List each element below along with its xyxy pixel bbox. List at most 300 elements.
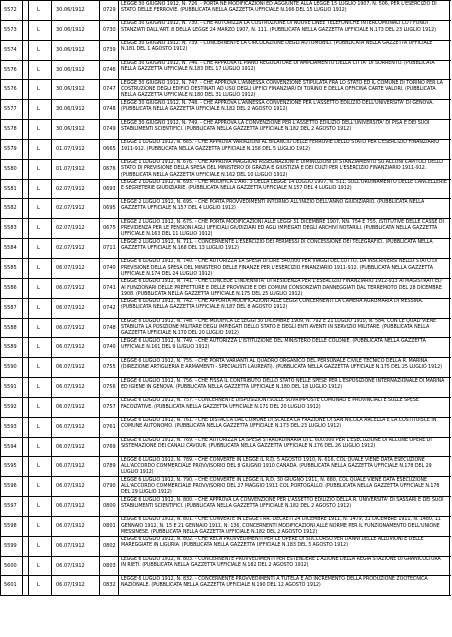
act-date-cell xyxy=(52,160,100,179)
act-type-cell xyxy=(29,338,52,357)
act-type: L xyxy=(37,145,40,152)
record-number-cell xyxy=(1,160,23,179)
act-description-cell xyxy=(119,358,450,377)
act-date: 30.06/1912 xyxy=(56,26,85,33)
act-code: 0800 xyxy=(103,503,116,510)
record-number-cell xyxy=(1,279,23,298)
act-description: LEGGE 30 GIUGNO 1912, N. 748. - CHE APPROVA L'ANNESSA CONVENZIONE PER L'ASSETTO EDILIZIO DELL'UNIVERSITA' DI GENOVA. (PUBBLICATA NELLA GAZZETTA UFFICIALE N.182 DEL 2 AGOSTO 1912) xyxy=(121,100,434,112)
act-description: LEGGE 6 LUGLIO 1912, N. 757. - CONCERNENTE DISPOSIZIONI SULLE SOVRIMPOSTE COMUNALI E PROVINCIALI E SULLE SPESE FACOLTATIVE. (PUBBLICATA NELLA GAZZETTA UFFICIALE N.171 DEL 20 LUGLIO 1912) xyxy=(121,398,419,410)
act-description: LEGGE 6 LUGLIO 1912, N. 740. - CHE AUTORIZZA LA SPESA DI LIRE 340,000 PER VIAGGI DEL LOTTO, DA INSCRIVERSI NELLO STATO DI PREVISIONE DELLA SPESA DEL MINISTERO DELLE FINANZE PER L'ESERCIZIO FINANZIARIO 1911-912. (PUBBLICATA NELLA GAZZETTA UFFICIALE N.174 DEL 24 LUGLIO 1912) xyxy=(121,259,438,277)
act-description: LEGGE 6 LUGLIO 1912, N. 769. - CHE AUTORIZZA LA SPESA STRAORDINARIA DI L. 600,000 PER L'ESECUZIONE DI ALCUNE OPERE DI SISTEMAZIONE DEI CANALI CAVOUR. (PUBBLICATA NELLA GAZZETTA UFFICIALE N.176 DEL 26 LUGLIO 1912) xyxy=(121,438,432,450)
act-code: 0757 xyxy=(103,403,116,410)
act-description-cell xyxy=(119,497,450,516)
act-date-cell xyxy=(52,239,100,258)
act-date: 30.06/1912 xyxy=(56,106,85,113)
record-number-cell xyxy=(1,457,23,476)
act-code-cell xyxy=(100,199,119,218)
record-number: 5597 xyxy=(4,503,17,510)
act-code: 0801 xyxy=(103,522,116,529)
act-description: LEGGE 2 LUGLIO 1912, N. 693. - CHE MODIFICA L'ART. 3 DELLA LEGGE 14 LUGLIO 1907, N. 511, SULL'ORDINAMENTO DELLE CANCELLERIE E SEGRETERIE GIUDIZIARIE. (PUBBLICATA NELLA GAZZETTA UFFICIALE N.157 DEL 4 LUGLIO 1912) xyxy=(121,180,447,192)
act-description-cell xyxy=(119,299,450,318)
act-code: 0755 xyxy=(103,364,116,371)
act-type: L xyxy=(37,7,40,13)
act-type: L xyxy=(37,304,40,311)
record-number: 5587 xyxy=(4,304,17,311)
act-type: L xyxy=(37,165,40,172)
act-description-cell xyxy=(119,319,450,338)
act-description: LEGGE 1 LUGLIO 1912, N. 665. - CHE APPROVA VARIAZIONI AL BILANCIO DELLE FERROVIE DELLO STATO PER L'ESERCIZIO FINANZIARIO 1911-912. (PUBBLICATA NELLA GAZZETTA UFFICIALE N.158 DEL 5 LUGLIO 1912) xyxy=(121,140,440,152)
record-number-cell xyxy=(1,140,23,159)
act-date: 06.07/1912 xyxy=(56,403,85,410)
act-description: LEGGE 6 LUGLIO 1912, N. 755. - CHE PORTA VARIANTI AL QUADRO ORGANICO DEL PERSONALE CIVILE TECNICO DELLA R. MARINA (DIREZIONE ARTIGLIERIA E ARMAMENTI - SPECIALISTI LAUREATI). (PUBBLICATA NELLA GAZZETTA UFFICIALE N.175 DEL 25 LUGLIO 1912) xyxy=(121,358,442,370)
act-type: L xyxy=(37,126,40,133)
act-type-cell xyxy=(29,418,52,437)
act-description-cell xyxy=(119,259,450,278)
act-description: LEGGE 30 GIUGNO 1912, N. 747. - CHE APPROVA L'ANNESSA CONVENZIONE STIPULATA FRA LO STATO ED IL COMUNE DI TORINO PER LA COSTRUZIONE DEGLI EDIFICI DESTINATI AD USO DEGLI UFFICI FINANZIARI DI TORINO E DELLA OFFICINA CARTE VALORI. (PUBBLICATA NELLA GAZZETTA UFFICIALE N.180 DEL 31 LUGLIO 1912) xyxy=(121,80,443,99)
act-type-cell xyxy=(29,120,52,139)
act-type-cell xyxy=(29,398,52,417)
act-type: L xyxy=(37,503,40,510)
record-number-cell xyxy=(1,41,23,60)
act-code-cell xyxy=(100,299,119,318)
act-type: L xyxy=(37,86,40,93)
act-description: LEGGE 6 LUGLIO 1912, N. 741. - CHE CONCEDE L'INDENNITA' DI RESIDENZA PER L'ESERCIZIO FINANZIARIO 1912-913 AI MAGISTRATI ED AI FUNZIONARI DELLE PREFETTURE E DELLE PROVINCIE E DEI COMUNI CONSORZIATI DANNEGGIATI DAL TERREMOTO DEL 28 DICEMBRE 1908. (PUBBLICATA NELLA GAZZETTA UFFICIALE N.175 DEL 25 LUGLIO 1912) xyxy=(121,279,442,297)
record-number-cell xyxy=(1,438,23,457)
act-code: 0756 xyxy=(103,384,116,391)
record-number: 5593 xyxy=(4,423,17,430)
record-number: 5601 xyxy=(4,582,17,589)
act-code: 0761 xyxy=(103,423,116,430)
act-code: 0740 xyxy=(103,344,116,351)
act-description-cell xyxy=(119,100,450,119)
record-number: 5594 xyxy=(4,443,17,450)
act-code: 0748 xyxy=(103,106,116,113)
table-row xyxy=(1,1,451,21)
act-code: 0711 xyxy=(103,245,116,252)
act-code-cell xyxy=(100,438,119,457)
act-code: 0802 xyxy=(103,542,116,549)
record-number-cell xyxy=(1,358,23,377)
act-type: L xyxy=(37,403,40,410)
act-code-cell xyxy=(100,398,119,417)
act-type: L xyxy=(37,582,40,589)
act-type: L xyxy=(37,344,40,351)
act-code-cell xyxy=(100,358,119,377)
act-date: 06.07/1912 xyxy=(56,463,85,470)
act-description-cell xyxy=(119,199,450,218)
act-type-cell xyxy=(29,140,52,159)
record-number: 5578 xyxy=(4,126,17,133)
act-type: L xyxy=(37,26,40,33)
act-description-cell xyxy=(119,1,450,20)
act-code: 0695 xyxy=(103,205,116,212)
act-code-cell xyxy=(100,537,119,556)
act-description-cell xyxy=(119,160,450,179)
act-description: LEGGE 6 LUGLIO 1912, N. 748. - CHE MODIFICA LE LEGGI 30 DICEMBRE 1909, N. 792 E 21 LUGLIO 1910, N. 584, CON LE QUALI VIENE STABILITA LA POSIZIONE MILITARE DEGLI IMPIEGATI DELLO STATO E DEGLI ENTI AVENTI IN SERVIZIO MILITARE. (PUBBLICATA NELLA GAZZETTA UFFICIALE N.170 DEL 20 LUGLIO 1912) xyxy=(121,319,437,337)
table-row xyxy=(1,319,451,339)
table-row xyxy=(1,537,451,557)
act-code-cell xyxy=(100,418,119,437)
act-type-cell xyxy=(29,517,52,536)
act-description-cell xyxy=(119,219,450,238)
act-code-cell xyxy=(100,140,119,159)
record-number-cell xyxy=(1,517,23,536)
act-code: 0730 xyxy=(103,26,116,33)
table-row xyxy=(1,477,451,497)
act-type: L xyxy=(37,185,40,192)
record-number: 5600 xyxy=(4,562,17,569)
act-date: 06.07/1912 xyxy=(56,423,85,430)
act-date: 06.07/1912 xyxy=(56,562,85,569)
act-date-cell xyxy=(52,319,100,338)
act-date: 06.07/1912 xyxy=(56,324,85,331)
act-code: 0832 xyxy=(103,582,116,589)
act-description-cell xyxy=(119,80,450,99)
act-date-cell xyxy=(52,557,100,576)
record-number-cell xyxy=(1,100,23,119)
act-code-cell xyxy=(100,338,119,357)
act-date: 06.07/1912 xyxy=(56,384,85,391)
act-type: L xyxy=(37,284,40,291)
act-date-cell xyxy=(52,41,100,60)
record-number: 5573 xyxy=(4,26,17,33)
act-type-cell xyxy=(29,576,52,595)
act-description: LEGGE 6 LUGLIO 1912, N. 756. - CHE FISSA IL CONTRIBUTO DELLO STATO NELLE SPESE PER L'ESPOSIZIONE INTERNAZIONALE DI MARINA ED IGIENE IN GENOVA. (PUBBLICATA NELLA GAZZETTA UFFICIALE N.180 DEL 18 LUGLIO 1912) xyxy=(121,378,445,390)
act-date: 02.07/1912 xyxy=(56,185,85,192)
act-description-cell xyxy=(119,338,450,357)
act-date-cell xyxy=(52,477,100,496)
table-row xyxy=(1,120,451,140)
act-type-cell xyxy=(29,199,52,218)
act-date-cell xyxy=(52,517,100,536)
act-description: LEGGE 6 LUGLIO 1912, N. 801. - CHE CONVERTE IN LEGGE I RR. DECRETI 24 DICEMBRE 1911, N. 1479, 31 DICEMBRE 1911, N. 1480, 11 GENNAIO 1912, N. 15 E 21 GENNAIO 1911, N. 136, CONCERNENTI MODIFICAZIONI ALLE NORME PER IL FUNZIONAMENTO DELL'UNIONE MESSINESE. (PUBBLICATA NELLA GAZZETTA UFFICIALE N.182 DEL 2 AGOSTO 1912) xyxy=(121,517,441,535)
record-number: 5580 xyxy=(4,165,17,172)
act-description-cell xyxy=(119,398,450,417)
act-date: 06.07/1912 xyxy=(56,264,85,271)
act-type: L xyxy=(37,205,40,212)
act-code: 0676 xyxy=(103,165,116,172)
act-date: 06.07/1912 xyxy=(56,503,85,510)
act-code: 0789 xyxy=(103,463,116,470)
act-description: LEGGE 6 LUGLIO 1912, N. 802. - CHE RECA PROVVEDIMENTI PER LE OPERE DI SOCCORSO PER DANNI DELLE ALLUVIONI E DELLE MAREGGIATE IN LIGURIA. (PUBBLICATA NELLA GAZZETTA UFFICIALE N.183 DEL 3 AGOSTO 1912) xyxy=(121,537,424,549)
record-number: 5582 xyxy=(4,205,17,212)
act-type-cell xyxy=(29,477,52,496)
act-date-cell xyxy=(52,80,100,99)
act-date: 30.06/1912 xyxy=(56,46,85,53)
act-date-cell xyxy=(52,21,100,40)
act-date-cell xyxy=(52,100,100,119)
act-type-cell xyxy=(29,358,52,377)
act-type-cell xyxy=(29,239,52,258)
act-date-cell xyxy=(52,358,100,377)
act-code-cell xyxy=(100,21,119,40)
act-date-cell xyxy=(52,1,100,20)
act-date: 06.07/1912 xyxy=(56,443,85,450)
act-code: 0749 xyxy=(103,126,116,133)
table-row xyxy=(1,358,451,378)
act-code: 0748 xyxy=(103,324,116,331)
act-type: L xyxy=(37,483,40,490)
act-code-cell xyxy=(100,497,119,516)
table-row xyxy=(1,180,451,200)
act-date: 30.06/1912 xyxy=(56,86,85,93)
act-code: 0693 xyxy=(103,185,116,192)
act-type-cell xyxy=(29,219,52,238)
act-date-cell xyxy=(52,398,100,417)
act-description-cell xyxy=(119,517,450,536)
act-type-cell xyxy=(29,41,52,60)
act-date: 06.07/1912 xyxy=(56,582,85,589)
act-description-cell xyxy=(119,239,450,258)
act-description-cell xyxy=(119,41,450,60)
record-number: 5595 xyxy=(4,463,17,470)
record-number: 5589 xyxy=(4,344,17,351)
act-code-cell xyxy=(100,100,119,119)
record-number-cell xyxy=(1,319,23,338)
record-number: 5585 xyxy=(4,264,17,271)
act-code: 0803 xyxy=(103,562,116,569)
act-code: 0747 xyxy=(103,86,116,93)
act-description: LEGGE 6 LUGLIO 1912, N. 742. - CHE APPORTA MODIFICAZIONI ALLE LEGGI CONCERNENTI LA CAMERA AGRUMARIA DI MESSINA. (PUBBLICATA NELLA GAZZETTA UFFICIALE N.187 DEL 8 AGOSTO 1912) xyxy=(121,299,424,311)
act-type-cell xyxy=(29,180,52,199)
act-date: 02.07/1912 xyxy=(56,245,85,252)
act-date-cell xyxy=(52,338,100,357)
record-number-cell xyxy=(1,537,23,556)
act-type-cell xyxy=(29,438,52,457)
act-date: 06.07/1912 xyxy=(56,344,85,351)
record-number: 5599 xyxy=(4,542,17,549)
act-type: L xyxy=(37,324,40,331)
act-description: LEGGE 6 LUGLIO 1912, N. 790. - CHE CONVERTE IN LEGGE IL R.D. 30 GIUGNO 1911, N. 680, COL QUALE VIENE DATA ESECUZIONE ALL'ACCORDO COMMERCIALE PROVVISORIO DEL 27 MAGGIO 1911 COL PORTOGALLO. (PUBBLICATA NELLA GAZZETTA UFFICIALE N.178 DEL 29 LUGLIO 1912) xyxy=(121,477,440,496)
act-code-cell xyxy=(100,517,119,536)
act-date: 06.07/1912 xyxy=(56,542,85,549)
act-code-cell xyxy=(100,41,119,60)
act-type: L xyxy=(37,562,40,569)
act-type-cell xyxy=(29,299,52,318)
act-description-cell xyxy=(119,120,450,139)
record-number-cell xyxy=(1,497,23,516)
act-date: 30.06/1912 xyxy=(56,66,85,73)
act-description: LEGGE 6 LUGLIO 1912, N. 832. - CONCERNENTE PROVVEDIMENTI A TUTELA E AD INCREMENTO DELLA PRODUZIONE ZOOTECNICA NAZIONALE. (PUBBLICATA NELLA GAZZETTA UFFICIALE N.190 DEL 12 AGOSTO 1912) xyxy=(121,576,428,589)
record-number-cell xyxy=(1,80,23,99)
act-code: 0746 xyxy=(103,66,116,73)
act-date: 30.06/1912 xyxy=(56,7,85,13)
act-type: L xyxy=(37,384,40,391)
record-number: 5576 xyxy=(4,86,17,93)
act-description-cell xyxy=(119,140,450,159)
record-number-cell xyxy=(1,259,23,278)
act-code: 0742 xyxy=(103,304,116,311)
record-number: 5581 xyxy=(4,185,17,192)
act-code: 0769 xyxy=(103,443,116,450)
act-type: L xyxy=(37,245,40,252)
act-type-cell xyxy=(29,557,52,576)
act-date-cell xyxy=(52,199,100,218)
record-number-cell xyxy=(1,338,23,357)
act-description: LEGGE 6 LUGLIO 1912, N. 800. - CHE APPROVA LA CONVENZIONE PER L'ASSETTO EDILIZIO DELLA R. UNIVERSITA' DI SASSARI E DEI SUOI STABILIMENTI SCIENTIFICI. (PUBBLICATA NELLA GAZZETTA UFFICIALE N.182 DEL 2 AGOSTO 1912) xyxy=(121,497,444,509)
act-code-cell xyxy=(100,180,119,199)
record-number: 5590 xyxy=(4,364,17,371)
act-type: L xyxy=(37,225,40,232)
act-description: LEGGE 2 LUGLIO 1912, N. 695. - CHE PORTA PROVVEDIMENTI INTORNO ALL'INIZIO DELL'ANNO GIUDIZIARIO. (PUBBLICATA NELLA GAZZETTA UFFICIALE N.157 DEL 4 LUGLIO 1912) xyxy=(121,199,425,212)
act-type: L xyxy=(37,443,40,450)
record-number-cell xyxy=(1,239,23,258)
act-code-cell xyxy=(100,457,119,476)
act-description: LEGGE 6 LUGLIO 1912, N. 749. - CHE AUTORIZZA L'ISTITUZIONE DEL MINISTERO DELLE COLONIE. (PUBBLICATA NELLA GAZZETTA UFFICIALE N.161 DEL 9 LUGLIO 1912) xyxy=(121,338,426,351)
act-date-cell xyxy=(52,180,100,199)
act-date: 01.07/1912 xyxy=(56,165,85,172)
act-code-cell xyxy=(100,378,119,397)
act-date-cell xyxy=(52,438,100,457)
act-type: L xyxy=(37,364,40,371)
act-date-cell xyxy=(52,61,100,80)
act-code-cell xyxy=(100,319,119,338)
act-date: 02.07/1912 xyxy=(56,205,85,212)
table-row xyxy=(1,140,451,160)
table-row xyxy=(1,398,451,418)
record-number-cell xyxy=(1,1,23,20)
act-code-cell xyxy=(100,477,119,496)
act-description-cell xyxy=(119,180,450,199)
act-date-cell xyxy=(52,378,100,397)
record-number: 5577 xyxy=(4,106,17,113)
act-description-cell xyxy=(119,378,450,397)
table-row xyxy=(1,457,451,477)
act-date: 02.07/1912 xyxy=(56,225,85,232)
record-number-cell xyxy=(1,398,23,417)
act-type: L xyxy=(37,264,40,271)
act-type-cell xyxy=(29,378,52,397)
act-description: LEGGE 30 GIUGNO 1912, N. 739. - CONCERNENTE LA CIRCOLAZIONE DEGLI AUTOMOBILI. (PUBBLICATA NELLA GAZZETTA UFFICIALE N.181 DEL 1 AGOSTO 1912) xyxy=(121,41,433,53)
act-type: L xyxy=(37,423,40,430)
act-type-cell xyxy=(29,80,52,99)
record-number: 5596 xyxy=(4,483,17,490)
act-description-cell xyxy=(119,418,450,437)
act-date: 06.07/1912 xyxy=(56,483,85,490)
table-row xyxy=(1,517,451,537)
act-type: L xyxy=(37,522,40,529)
record-number: 5592 xyxy=(4,403,17,410)
act-description: LEGGE 30 GIUGNO 1912, N. 746. - CHE APPROVA IL PIANO REGOLATORE DI AMPLIAMENTO DELLA CITTA' DI SORRENTO. (PUBBLICATA NELLA GAZZETTA UFFICIALE N.183 DEL 17 LUGLIO 1912) xyxy=(121,61,435,73)
record-number: 5583 xyxy=(4,225,17,232)
act-code: 0740 xyxy=(103,264,116,271)
record-number-cell xyxy=(1,61,23,80)
act-description-cell xyxy=(119,477,450,496)
record-number: 5588 xyxy=(4,324,17,331)
act-description-cell xyxy=(119,457,450,476)
act-type-cell xyxy=(29,259,52,278)
act-type: L xyxy=(37,542,40,549)
act-date-cell xyxy=(52,259,100,278)
act-date-cell xyxy=(52,279,100,298)
table-row xyxy=(1,438,451,458)
table-row xyxy=(1,418,451,438)
act-code-cell xyxy=(100,80,119,99)
record-number-cell xyxy=(1,557,23,576)
table-row xyxy=(1,279,451,299)
record-number: 5584 xyxy=(4,245,17,252)
table-row xyxy=(1,160,451,180)
act-date: 06.07/1912 xyxy=(56,304,85,311)
act-description-cell xyxy=(119,61,450,80)
record-number: 5572 xyxy=(4,7,17,13)
act-description: LEGGE 6 LUGLIO 1912, N. 789. - CHE CONVERTE IN LEGGE IL R.D. 5 AGOSTO 1910, N. 616, COL QUALE VIENE DATA ESECUZIONE ALL'ACCORDO COMMERCIALE PROVVISORIO DEL 8 GIUGNO 1910 CANADA. (PUBBLICATA NELLA GAZZETTA UFFICIALE N.178 DEL 29 LUGLIO 1912) xyxy=(121,457,432,476)
record-number-cell xyxy=(1,299,23,318)
act-type: L xyxy=(37,463,40,470)
table-row xyxy=(1,378,451,398)
table-row xyxy=(1,199,451,219)
act-type-cell xyxy=(29,100,52,119)
act-code-cell xyxy=(100,120,119,139)
table-row xyxy=(1,41,451,61)
record-number-cell xyxy=(1,418,23,437)
record-number: 5576 xyxy=(4,66,17,73)
record-number: 5574 xyxy=(4,46,17,53)
act-type-cell xyxy=(29,61,52,80)
act-description-cell xyxy=(119,537,450,556)
act-code-cell xyxy=(100,576,119,595)
table-row xyxy=(1,219,451,239)
act-description: LEGGE 2 LUGLIO 1912, N. 675. - CHE PORTA MODIFICAZIONI ALLE LEGGI 31 DICEMBRE 1907, NN. 754 E 755, ISTITUTIVE DELLE CASSE DI PREVIDENZA PER LE PENSIONI AGLI UFFICIALI GIUDIZIARI ED AGLI IMPIEGATI DEGLI ARCHIVI NOTARILI. (PUBBLICATA NELLA GAZZETTA UFFICIALE N.163 DEL 11 LUGLIO 1912) xyxy=(121,219,444,238)
act-type-cell xyxy=(29,319,52,338)
table-row xyxy=(1,259,451,279)
act-description: LEGGE 30 GIUGNO 1912, N. 726. - PORTA NE MODIFICAZIONI ED AGGIUNTE ALLA LEGGE 15 LUGLIO 1907, N. 506, PER L'ESERCIZIO DI STATO DELLE FERROVIE. (PUBBLICATA NELLA GAZZETTA UFFICIALE N.166 DEL 15 LUGLIO 1912) xyxy=(121,1,437,13)
act-code-cell xyxy=(100,239,119,258)
table-row xyxy=(1,80,451,100)
act-description: LEGGE 2 LUGLIO 1912, N. 711. - CONCERNENTE L'ESERCIZIO DEI PERMESSI DI CONCESSIONE DEI TELEGRAFICI. (PUBBLICATA NELLA GAZZETTA UFFICIALE N.168 DEL 13 LUGLIO 1912) xyxy=(121,239,433,251)
act-type-cell xyxy=(29,457,52,476)
table-row xyxy=(1,497,451,517)
act-code-cell xyxy=(100,557,119,576)
table-row xyxy=(1,338,451,358)
act-description: LEGGE 30 GIUGNO 1912, N. 749. - CHE APPROVA LA CONVENZIONE PER L'ASSETTO EDILIZIO DELL'UNIVERSITA' DI PISA E DEI SUOI STABILIMENTI SCIENTIFICI. (PUBBLICATA NELLA GAZZETTA UFFICIALE N.182 DEL 2 AGOSTO 1912) xyxy=(121,120,430,132)
act-description-cell xyxy=(119,279,450,298)
record-number-cell xyxy=(1,180,23,199)
record-number-cell xyxy=(1,576,23,595)
act-description: LEGGE 6 LUGLIO 1912, N. 803. - CONCERNENTE PROVVEDIMENTI PER ESTENDERE L'AZIONE DELLA REGIA STAZIONE DI GRANICOLTURA IN RIETI. (PUBBLICATA NELLA GAZZETTA UFFICIALE N.182 DEL 2 AGOSTO 1912) xyxy=(121,557,441,569)
act-code-cell xyxy=(100,219,119,238)
act-code: 0675 xyxy=(103,225,116,232)
table-row xyxy=(1,100,451,120)
record-number-cell xyxy=(1,199,23,218)
act-code: 0739 xyxy=(103,46,116,53)
table-row xyxy=(1,21,451,41)
act-date: 06.07/1912 xyxy=(56,522,85,529)
act-code-cell xyxy=(100,259,119,278)
record-number: 5598 xyxy=(4,522,17,529)
act-code: 0665 xyxy=(103,145,116,152)
act-description-cell xyxy=(119,438,450,457)
act-type: L xyxy=(37,46,40,53)
act-description-cell xyxy=(119,21,450,40)
act-type-cell xyxy=(29,21,52,40)
act-date-cell xyxy=(52,497,100,516)
table-row xyxy=(1,61,451,81)
act-date-cell xyxy=(52,537,100,556)
record-number: 5579 xyxy=(4,145,17,152)
act-type-cell xyxy=(29,160,52,179)
act-code: 0741 xyxy=(103,284,116,291)
act-date-cell xyxy=(52,140,100,159)
act-date: 30.06/1912 xyxy=(56,126,85,133)
act-type-cell xyxy=(29,497,52,516)
record-number-cell xyxy=(1,378,23,397)
act-date: 01.07/1912 xyxy=(56,145,85,152)
act-type-cell xyxy=(29,279,52,298)
act-code-cell xyxy=(100,61,119,80)
act-type-cell xyxy=(29,537,52,556)
act-date-cell xyxy=(52,219,100,238)
